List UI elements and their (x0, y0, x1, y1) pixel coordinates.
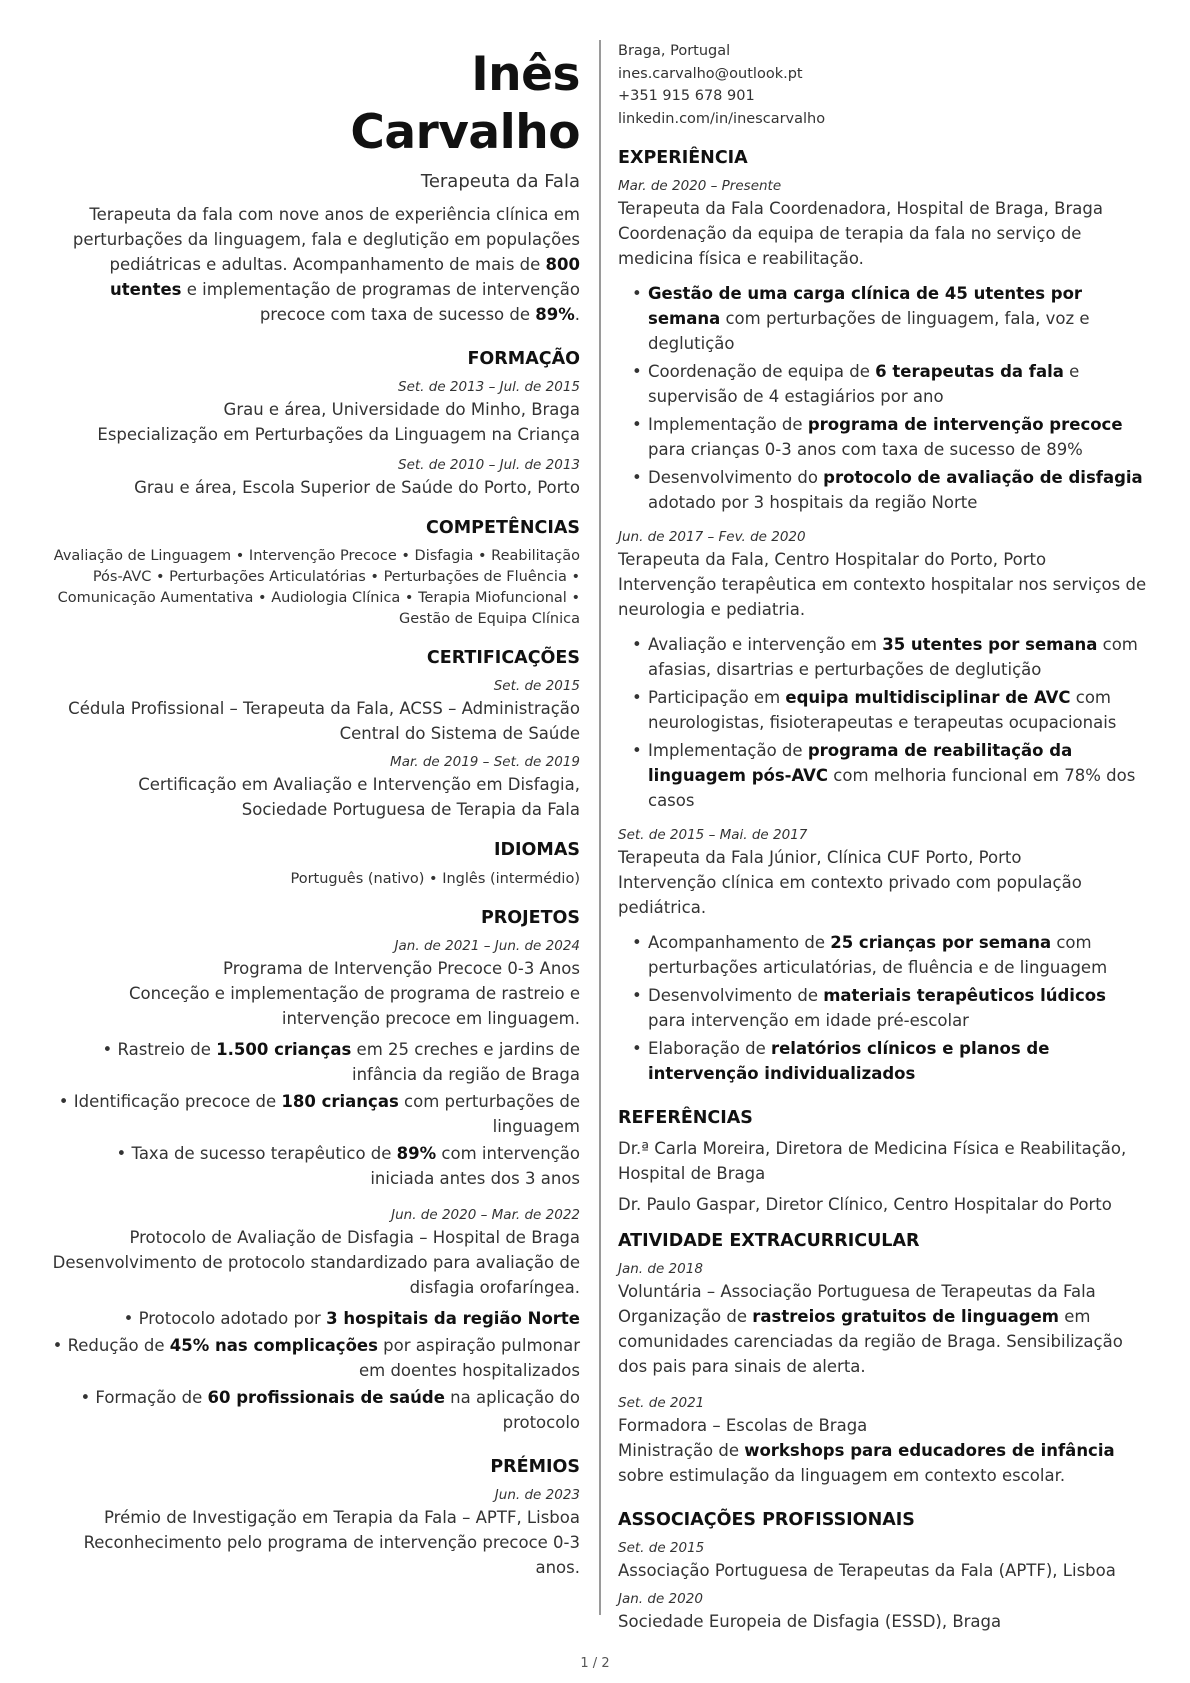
emphasis-text: 35 utentes por semana (882, 635, 1098, 654)
award-name: Prémio de Investigação em Terapia da Fala – APTF, Lisboa (103, 1508, 580, 1527)
bullet-item (632, 632, 1148, 682)
bullet-item (48, 1306, 580, 1331)
bullet-item (632, 738, 1148, 813)
emphasis-text: programa de reabilitação da linguagem pós-AVC (648, 741, 1073, 785)
idiomas-heading: IDIOMAS (494, 840, 580, 860)
text-run: Acompanhamento de (648, 933, 831, 952)
emphasis-text: workshops para educadores de infância (744, 1441, 1115, 1460)
entry-line: Grau e área, Universidade do Minho, Braga (223, 400, 580, 419)
contact-email[interactable]: ines.carvalho@outlook.pt (618, 65, 803, 82)
text-run: na aplicação do protocolo (444, 1388, 580, 1432)
project-description: Desenvolvimento de protocolo standardizado para avaliação de disfagia orofaríngea. (52, 1253, 580, 1297)
text-run: Rastreio de (117, 1040, 217, 1059)
text-run: Desenvolvimento de (648, 986, 824, 1005)
text-run: para intervenção em idade pré-escolar (648, 1011, 969, 1030)
emphasis-text: materiais terapêuticos lúdicos (823, 986, 1106, 1005)
text-run: com intervenção iniciada antes dos 3 anos (370, 1144, 580, 1188)
text-run: e implementação de programas de intervenção precoce com taxa de sucesso de (181, 280, 580, 324)
bullet-list (48, 1306, 580, 1435)
activity-description (618, 1438, 1148, 1488)
idiomas-text: Português (nativo) • Inglês (intermédio) (290, 871, 580, 887)
text-run: Identificação precoce de (73, 1092, 282, 1111)
bullet-item (632, 359, 1148, 409)
associacoes-heading: ASSOCIAÇÕES PROFISSIONAIS (618, 1510, 915, 1530)
association-name: Associação Portuguesa de Terapeutas da Fala (APTF), Lisboa (618, 1561, 1116, 1580)
text-run: Implementação de (648, 741, 808, 760)
experiencia-list (618, 176, 1148, 1086)
entry-date: Mar. de 2019 – Set. de 2019 (390, 754, 580, 770)
text-run: Protocolo adotado por (138, 1309, 327, 1328)
associacoes-list (618, 1538, 1148, 1634)
emphasis-text: relatórios clínicos e planos de intervenção individualizados (648, 1039, 1050, 1083)
name-last: Carvalho (350, 105, 580, 160)
premios-list (48, 1485, 580, 1580)
text-run: com perturbações de linguagem, fala, voz e deglutição (648, 309, 1090, 353)
emphasis-text: protocolo de avaliação de disfagia (823, 468, 1143, 487)
job-description: Coordenação da equipa de terapia da fala no serviço de medicina física e reabilitação. (618, 224, 1082, 268)
entry-date: Set. de 2013 – Jul. de 2015 (398, 379, 580, 395)
text-run: Organização de (618, 1307, 753, 1326)
reference-item: Dr. Paulo Gaspar, Diretor Clínico, Centro Hospitalar do Porto (618, 1195, 1112, 1214)
bullet-item (48, 1385, 580, 1435)
text-run: . (574, 305, 580, 324)
bullet-icon: • (58, 1092, 74, 1111)
job-role: Terapeuta da Fala, Centro Hospitalar do Porto, Porto (618, 550, 1047, 569)
page-number: 1 / 2 (580, 1656, 610, 1671)
text-run: Desenvolvimento do (648, 468, 824, 487)
text-run: Implementação de (648, 415, 808, 434)
emphasis-text: 6 terapeutas da fala (875, 362, 1064, 381)
entry-date: Mar. de 2020 – Presente (618, 178, 782, 194)
certification-name: Cédula Profissional – Terapeuta da Fala, ACSS – Administração Central do Sistema de Saúde (68, 699, 580, 743)
entry-date: Jun. de 2023 (494, 1487, 580, 1503)
bullet-item (48, 1037, 580, 1087)
emphasis-text: Gestão de uma carga clínica de 45 utentes por semana (648, 284, 1083, 328)
project-name: Programa de Intervenção Precoce 0-3 Anos (223, 959, 580, 978)
atividade-heading: ATIVIDADE EXTRACURRICULAR (618, 1231, 920, 1251)
left-column (48, 46, 580, 1580)
text-run: com perturbações articulatórias, de fluência e de linguagem (648, 933, 1108, 977)
emphasis-text: 89% (396, 1144, 437, 1163)
text-run: em 25 creches e jardins de infância da região de Braga (351, 1040, 580, 1084)
emphasis-text: 1.500 crianças (216, 1040, 352, 1059)
activity-role: Formadora – Escolas de Braga (618, 1416, 868, 1435)
bullet-item (632, 1036, 1148, 1086)
bullet-list (618, 930, 1148, 1086)
text-run: com melhoria funcional em 78% dos casos (648, 766, 1136, 810)
contact-linkedin[interactable]: linkedin.com/in/inescarvalho (618, 110, 826, 127)
bullet-item (632, 685, 1148, 735)
text-run: Elaboração de (648, 1039, 771, 1058)
formacao-heading: FORMAÇÃO (467, 349, 580, 369)
bullet-item (48, 1333, 580, 1383)
text-run: Coordenação de equipa de (648, 362, 876, 381)
emphasis-text: 45% nas complicações (169, 1336, 378, 1355)
experiencia-heading: EXPERIÊNCIA (618, 148, 748, 168)
entry-date: Set. de 2010 – Jul. de 2013 (398, 457, 580, 473)
profile-summary (48, 202, 580, 327)
bullet-item (632, 930, 1148, 980)
text-run: adotado por 3 hospitais da região Norte (648, 493, 978, 512)
bullet-item (632, 281, 1148, 356)
projetos-list (48, 936, 580, 1435)
text-run: Avaliação e intervenção em (648, 635, 883, 654)
certification-name: Certificação em Avaliação e Intervenção em Disfagia, Sociedade Portuguesa de Terapia da Fala (138, 775, 580, 819)
entry-line: Especialização em Perturbações da Linguagem na Criança (97, 425, 580, 444)
entry-date: Jan. de 2021 – Jun. de 2024 (394, 938, 580, 954)
formacao-list (48, 377, 580, 500)
bullet-icon: • (116, 1144, 132, 1163)
bullet-list (618, 632, 1148, 813)
text-run: Participação em (648, 688, 786, 707)
emphasis-text: 180 crianças (281, 1092, 399, 1111)
reference-item: Dr.ª Carla Moreira, Diretora de Medicina Física e Reabilitação, Hospital de Braga (618, 1139, 1127, 1183)
association-name: Sociedade Europeia de Disfagia (ESSD), Braga (618, 1612, 1002, 1631)
competencias-heading: COMPETÊNCIAS (426, 518, 580, 538)
referencias-list (618, 1136, 1148, 1217)
text-run: para crianças 0-3 anos com taxa de sucesso de 89% (648, 440, 1083, 459)
entry-date: Set. de 2015 (493, 678, 580, 694)
text-run: em comunidades carenciadas da região de Braga. Sensibilização dos pais para sinais de alerta. (618, 1307, 1123, 1376)
name-first: Inês (471, 47, 580, 102)
job-title: Terapeuta da Fala (420, 171, 580, 192)
atividade-list (618, 1259, 1148, 1488)
text-run: com perturbações de linguagem (398, 1092, 580, 1136)
projetos-heading: PROJETOS (480, 908, 580, 928)
emphasis-text: 25 crianças por semana (830, 933, 1052, 952)
entry-date: Set. de 2015 – Mai. de 2017 (618, 827, 808, 843)
right-column (618, 40, 1148, 1634)
award-description: Reconhecimento pelo programa de intervenção precoce 0-3 anos. (83, 1533, 580, 1577)
job-description: Intervenção clínica em contexto privado com população pediátrica. (618, 873, 1082, 917)
job-description: Intervenção terapêutica em contexto hospitalar nos serviços de neurologia e pediatria. (618, 575, 1147, 619)
emphasis-text: 3 hospitais da região Norte (326, 1309, 580, 1328)
entry-date: Jun. de 2020 – Mar. de 2022 (391, 1207, 580, 1223)
certificacoes-list (48, 676, 580, 822)
bullet-item (48, 1089, 580, 1139)
job-role: Terapeuta da Fala Júnior, Clínica CUF Porto, Porto (618, 848, 1022, 867)
bullet-icon: • (102, 1040, 118, 1059)
bullet-icon: • (52, 1336, 68, 1355)
bullet-item (48, 1141, 580, 1191)
job-role: Terapeuta da Fala Coordenadora, Hospital de Braga, Braga (618, 199, 1103, 218)
bullet-icon: • (123, 1309, 139, 1328)
emphasis-text: programa de intervenção precoce (807, 415, 1123, 434)
bullet-item (632, 465, 1148, 515)
activity-role: Voluntária – Associação Portuguesa de Terapeutas da Fala (618, 1282, 1096, 1301)
text-run: por aspiração pulmonar em doentes hospitalizados (358, 1336, 580, 1380)
text-run: Redução de (67, 1336, 170, 1355)
bullet-icon: • (80, 1388, 96, 1407)
bullet-list (48, 1037, 580, 1191)
emphasis-text: 89% (535, 305, 575, 324)
premios-heading: PRÉMIOS (490, 1457, 580, 1477)
bullet-item (632, 412, 1148, 462)
entry-date: Jan. de 2020 (618, 1591, 703, 1607)
text-run: sobre estimulação da linguagem em contexto escolar. (618, 1466, 1066, 1485)
bullet-list (618, 281, 1148, 515)
entry-date: Set. de 2015 (618, 1540, 705, 1556)
text-run: Formação de (95, 1388, 208, 1407)
competencias-text: Avaliação de Linguagem • Intervenção Precoce • Disfagia • Reabilitação Pós-AVC • Perturbações Articulatórias • Perturbações de Fluência • Comunicação Aumentativa • Audiologia Clínica • Terapia Miofuncional • Gestão de Equipa Clínica (53, 548, 580, 627)
text-run: Terapeuta da fala com nove anos de experiência clínica em perturbações da linguagem, fala e deglutição em populações pediátricas e adultas. Acompanhamento de mais de (72, 205, 580, 274)
entry-date: Jan. de 2018 (618, 1261, 703, 1277)
contact-location: Braga, Portugal (618, 43, 731, 59)
emphasis-text: equipa multidisciplinar de AVC (785, 688, 1071, 707)
text-run: com afasias, disartrias e perturbações de deglutição (648, 635, 1138, 679)
contact-phone[interactable]: +351 915 678 901 (618, 88, 755, 104)
entry-date: Jun. de 2017 – Fev. de 2020 (618, 529, 806, 545)
bullet-item (632, 983, 1148, 1033)
text-run: Ministração de (618, 1441, 745, 1460)
column-divider (599, 40, 601, 1615)
emphasis-text: 60 profissionais de saúde (207, 1388, 445, 1407)
certificacoes-heading: CERTIFICAÇÕES (426, 648, 580, 668)
referencias-heading: REFERÊNCIAS (618, 1108, 753, 1128)
text-run: e supervisão de 4 estagiários por ano (648, 362, 1080, 406)
project-description: Conceção e implementação de programa de rastreio e intervenção precoce em linguagem. (128, 984, 580, 1028)
activity-description (618, 1304, 1148, 1379)
emphasis-text: 800 utentes (110, 255, 580, 299)
project-name: Protocolo de Avaliação de Disfagia – Hospital de Braga (129, 1228, 580, 1247)
entry-date: Set. de 2021 (618, 1395, 705, 1411)
text-run: com neurologistas, fisioterapeutas e terapeutas ocupacionais (648, 688, 1117, 732)
emphasis-text: rastreios gratuitos de linguagem (752, 1307, 1059, 1326)
entry-line: Grau e área, Escola Superior de Saúde do Porto, Porto (134, 478, 580, 497)
text-run: Taxa de sucesso terapêutico de (131, 1144, 397, 1163)
